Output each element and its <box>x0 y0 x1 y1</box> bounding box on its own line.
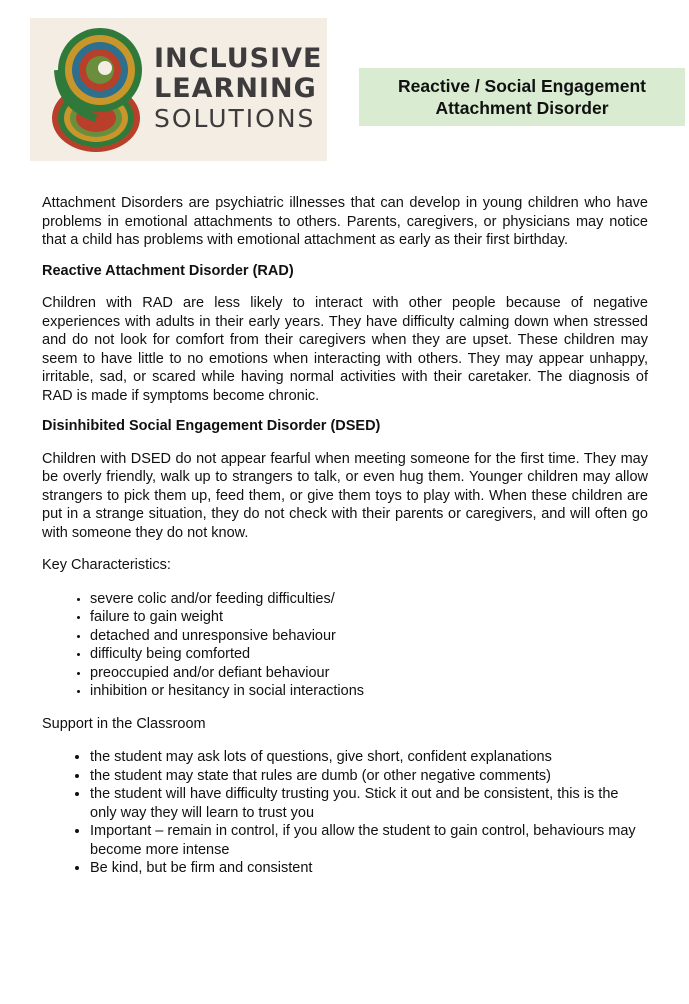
dsed-paragraph: Children with DSED do not appear fearful when meeting someone for the first time. They may be overly friendly, walk up to strangers to talk, or even hug them. Younger children may allow strangers to pick them up, feed them, or give them toys to play with. When these children are put in a strange situation, they do not check with their parents or caregivers, and will often go with someone they do not know. <box>42 450 648 541</box>
key-characteristics-heading: Key Characteristics: <box>42 557 171 573</box>
logo-line-1: INCLUSIVE <box>154 43 323 74</box>
list-item: • severe colic and/or feeding difficulties/ <box>90 590 648 609</box>
title-line-1: Reactive / Social Engagement <box>397 76 646 96</box>
list-item: • preoccupied and/or defiant behaviour <box>90 664 648 683</box>
support-list <box>42 748 648 878</box>
rad-heading: Reactive Attachment Disorder (RAD) <box>42 262 294 279</box>
title-line-2: Attachment Disorder <box>435 98 609 118</box>
list-item: • the student may state that rules are dumb (or other negative comments) <box>90 767 648 786</box>
list-item: • failure to gain weight <box>90 608 648 627</box>
list-item: • detached and unresponsive behaviour <box>90 627 648 646</box>
logo-wordmark <box>154 44 322 134</box>
document-title <box>359 68 685 126</box>
document-body <box>42 194 648 878</box>
list-item: • the student will have difficulty trusting you. Stick it out and be consistent, this is the only way they will learn to trust you <box>90 785 648 822</box>
rad-paragraph: Children with RAD are less likely to interact with other people because of negative experiences with adults in their early years. They have difficulty calming down when stressed and do not look for comfort from their caregivers when they are upset. These children may seem to have little to no emotions when interacting with others. They may appear unhappy, irritable, sad, or scared while having normal activities with their caretaker. The diagnosis of RAD is made if symptoms become chronic. <box>42 295 648 404</box>
dsed-heading: Disinhibited Social Engagement Disorder (DSED) <box>42 418 381 434</box>
list-item: • difficulty being comforted <box>90 645 648 664</box>
list-item: • Be kind, but be firm and consistent <box>90 859 648 878</box>
spiral-logo-icon <box>50 26 142 154</box>
support-heading: Support in the Classroom <box>42 715 206 732</box>
key-characteristics-list <box>42 590 648 701</box>
list-item: • the student may ask lots of questions, give short, confident explanations <box>90 748 648 767</box>
logo <box>30 18 327 161</box>
logo-line-3: SOLUTIONS <box>154 104 316 133</box>
list-item: • Important – remain in control, if you allow the student to gain control, behaviours may become more intense <box>90 822 648 859</box>
list-item: • inhibition or hesitancy in social interactions <box>90 682 648 701</box>
intro-paragraph: Attachment Disorders are psychiatric illnesses that can develop in young children who have problems in emotional attachments to others. Parents, caregivers, or physicians may notice that a child has problems with emotional attachment as early as their first birthday. <box>42 195 648 248</box>
logo-line-2: LEARNING <box>154 73 317 104</box>
